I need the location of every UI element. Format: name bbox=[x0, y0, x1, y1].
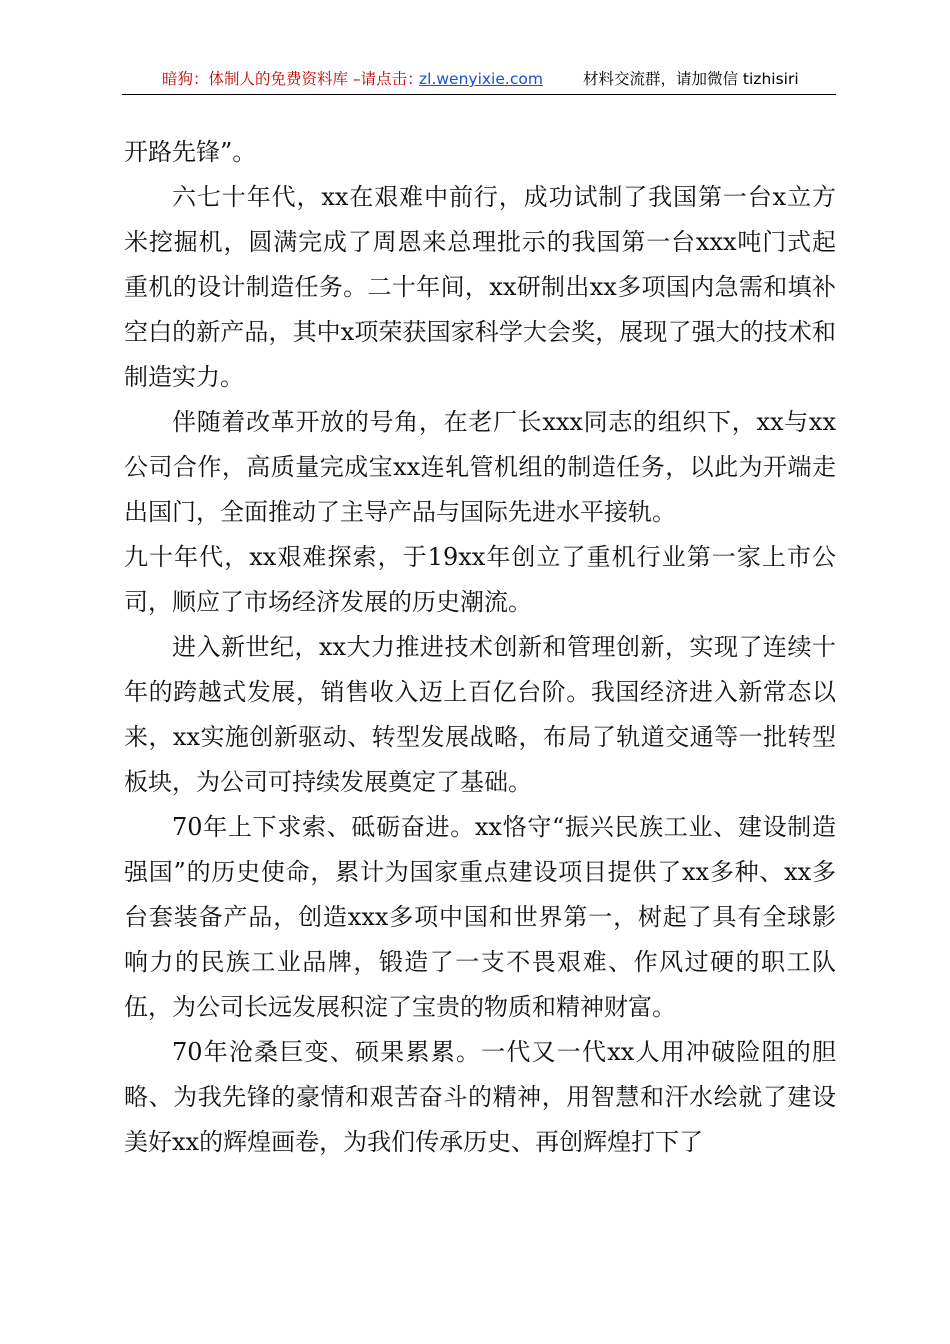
paragraph-nineties: 九十年代，xx艰难探索，于19xx年创立了重机行业第一家上市公司，顺应了市场经济发展的历史潮流。 bbox=[124, 543, 836, 616]
paragraph-continuation: 开路先锋”。 bbox=[124, 138, 257, 166]
page-header bbox=[122, 64, 836, 95]
header-website-link[interactable]: zl.wenyixie.com bbox=[419, 70, 543, 88]
paragraph-reform-opening: 伴随着改革开放的号角，在老厂长xxx同志的组织下，xx与xx公司合作，高质量完成宝xx连轧管机组的制造任务，以此为开端走出国门，全面推动了主导产品与国际先进水平接轨。 bbox=[124, 408, 836, 526]
paragraph-sixties-seventies: 六七十年代，xx在艰难中前行，成功试制了我国第一台x立方米挖掘机，圆满完成了周恩来总理批示的我国第一台xxx吨门式起重机的设计制造任务。二十年间，xx研制出xx多项国内急需和填补空白的新产品，其中x项荣获国家科学大会奖，展现了强大的技术和制造实力。 bbox=[124, 183, 836, 391]
paragraph-seventy-years-changes: 70年沧桑巨变、硕果累累。一代又一代xx人用冲破险阻的胆略、为我先锋的豪情和艰苦奋斗的精神，用智慧和汗水绘就了建设美好xx的辉煌画卷，为我们传承历史、再创辉煌打下了 bbox=[124, 1038, 836, 1156]
header-contact-text: 材料交流群，请加微信 tizhisiri bbox=[583, 70, 799, 88]
document-body bbox=[124, 130, 836, 1165]
paragraph-seventy-years-exploration: 70年上下求索、砥砺奋进。xx恪守“振兴民族工业、建设制造强国”的历史使命，累计为国家重点建设项目提供了xx多种、xx多台套装备产品，创造xxx多项中国和世界第一，树起了具有全球影响力的民族工业品牌，锻造了一支不畏艰难、作风过硬的职工队伍，为公司长远发展积淀了宝贵的物质和精神财富。 bbox=[124, 813, 836, 1021]
header-promo-text: 暗狗：体制人的免费资料库 –请点击： bbox=[162, 70, 423, 88]
paragraph-new-century: 进入新世纪，xx大力推进技术创新和管理创新，实现了连续十年的跨越式发展，销售收入迈上百亿台阶。我国经济进入新常态以来，xx实施创新驱动、转型发展战略，布局了轨道交通等一批转型板块，为公司可持续发展奠定了基础。 bbox=[124, 633, 836, 796]
